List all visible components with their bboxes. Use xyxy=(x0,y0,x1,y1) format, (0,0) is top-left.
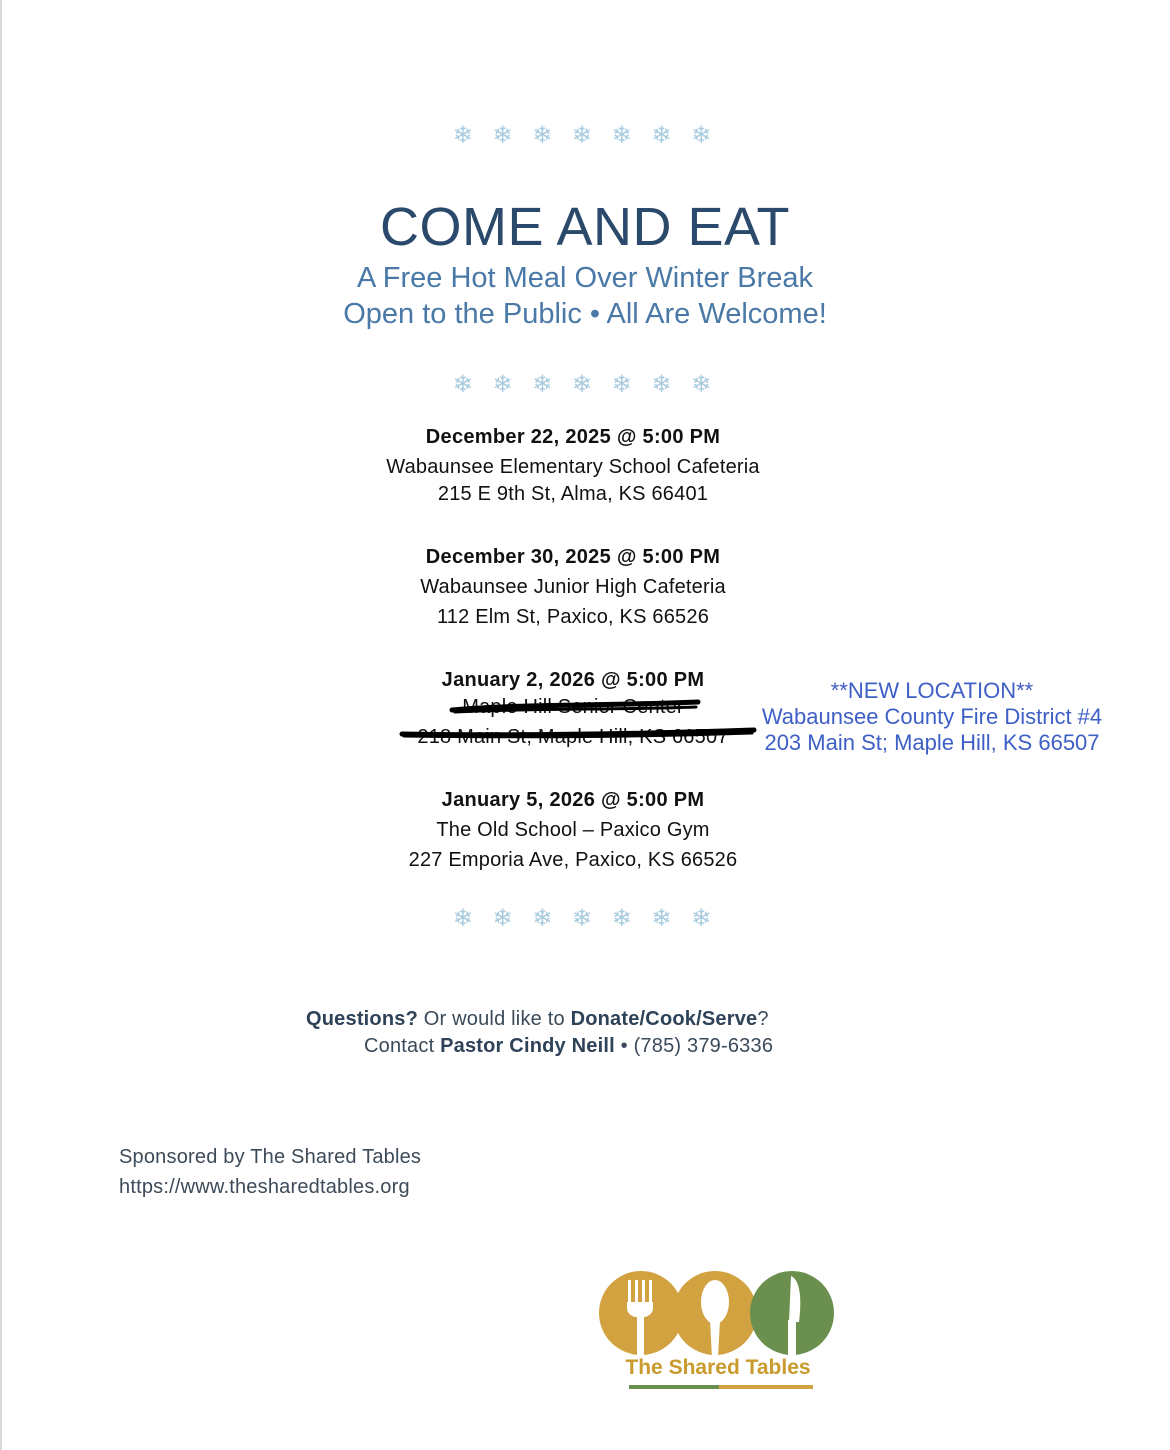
event-address: 112 Elm St, Paxico, KS 66526 xyxy=(436,606,710,628)
snowflake-icon: ❄ ❄ ❄ ❄ ❄ ❄ ❄ xyxy=(452,904,718,932)
subtitle-line-2: Open to the Public • All Are Welcome! xyxy=(343,298,827,330)
event-date: January 2, 2026 @ 5:00 PM xyxy=(441,669,705,691)
sponsor-line: Sponsored by The Shared Tables xyxy=(119,1146,422,1168)
event-venue: Wabaunsee Elementary School Cafeteria xyxy=(386,456,760,478)
new-location-address: 203 Main St; Maple Hill, KS 66507 xyxy=(764,730,1100,755)
donate-label: Donate/Cook/Serve xyxy=(570,1008,758,1030)
contact-line-1 xyxy=(306,1008,769,1031)
shared-tables-logo xyxy=(598,1268,838,1393)
contact-phone: • (785) 379-6336 xyxy=(614,1035,774,1057)
new-location-note xyxy=(752,678,1112,756)
snowflake-icon: ❄ ❄ ❄ ❄ ❄ ❄ ❄ xyxy=(452,121,718,149)
logo-underline-green xyxy=(629,1385,719,1389)
event-date: December 22, 2025 @ 5:00 PM xyxy=(425,426,721,448)
event-venue-struck: Maple Hill Senior Center xyxy=(462,696,684,718)
event-address: 227 Emporia Ave, Paxico, KS 66526 xyxy=(408,849,738,871)
contact-text: Contact xyxy=(364,1035,441,1057)
contact-text: ? xyxy=(757,1008,769,1030)
snowflake-divider-middle xyxy=(0,370,1170,398)
event-address-struck: 218 Main St, Maple Hill, KS 66507 xyxy=(417,726,729,748)
subtitle-line-1: A Free Hot Meal Over Winter Break xyxy=(356,262,814,294)
logo-underline-gold xyxy=(719,1385,813,1389)
contact-name: Pastor Cindy Neill xyxy=(440,1035,615,1057)
logo-graphic xyxy=(598,1268,838,1358)
logo-text: The Shared Tables xyxy=(625,1356,811,1379)
new-location-label: **NEW LOCATION** xyxy=(830,678,1034,703)
snowflake-divider-top xyxy=(0,121,1170,149)
questions-label: Questions? xyxy=(306,1008,419,1030)
contact-line-2 xyxy=(364,1035,773,1058)
event-date: December 30, 2025 @ 5:00 PM xyxy=(425,546,721,568)
event-address: 215 E 9th St, Alma, KS 66401 xyxy=(437,483,709,505)
page-title: COME AND EAT xyxy=(379,197,791,257)
snowflake-divider-bottom xyxy=(0,904,1170,932)
event-venue: The Old School – Paxico Gym xyxy=(436,819,710,841)
contact-text: Or would like to xyxy=(418,1008,571,1030)
new-location-venue: Wabaunsee County Fire District #4 xyxy=(761,704,1103,729)
sponsor-url[interactable]: https://www.thesharedtables.org xyxy=(119,1176,410,1198)
snowflake-icon: ❄ ❄ ❄ ❄ ❄ ❄ ❄ xyxy=(452,370,718,398)
event-date: January 5, 2026 @ 5:00 PM xyxy=(441,789,705,811)
event-venue: Wabaunsee Junior High Cafeteria xyxy=(420,576,726,598)
